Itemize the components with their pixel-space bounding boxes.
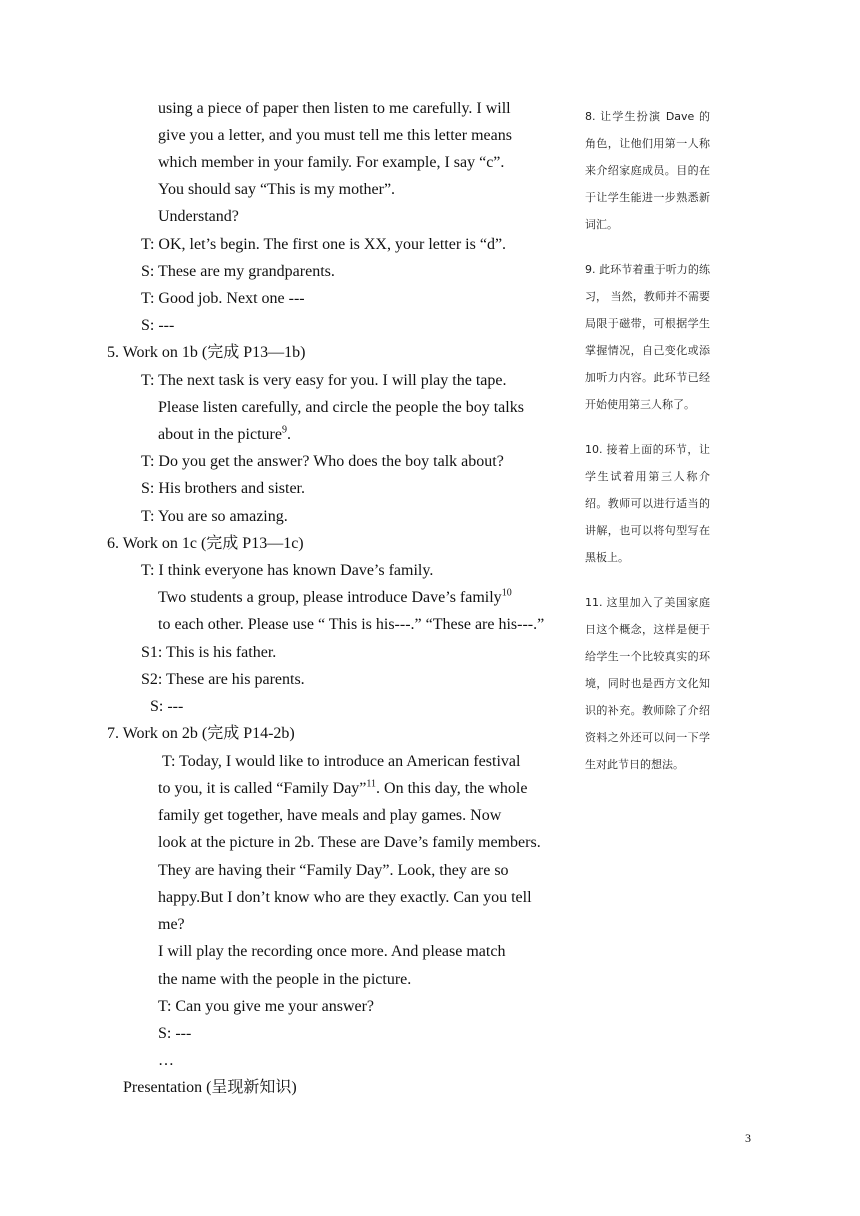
text-line: me?	[158, 916, 185, 933]
margin-note: 8. 让学生扮演 Dave 的角色，让他们用第一人称来介绍家庭成员。目的在于让学生能进一步熟悉新词汇。	[585, 110, 710, 231]
text-line: family get together, have meals and play games. Now	[158, 807, 502, 824]
text-line: Presentation (呈现新知识)	[123, 1079, 297, 1096]
footnote-ref: 11	[366, 778, 377, 790]
footnote-ref: 10	[501, 587, 512, 599]
text-line: They are having their “Family Day”. Look, they are so	[158, 862, 509, 879]
text-line: look at the picture in 2b. These are Dave’s family members.	[158, 834, 541, 851]
text-line: 5. Work on 1b (完成 P13—1b)	[107, 344, 306, 361]
text-line: the name with the people in the picture.	[158, 971, 412, 988]
text-line: S2: These are his parents.	[141, 671, 305, 688]
text-line: T: Today, I would like to introduce an American festival	[162, 753, 521, 770]
text-line: Please listen carefully, and circle the people the boy talks	[158, 399, 524, 416]
text-line: T: I think everyone has known Dave’s family.	[141, 562, 434, 579]
text-line: …	[158, 1052, 174, 1069]
text-line: You should say “This is my mother”.	[158, 181, 396, 198]
margin-note: 9. 此环节着重于听力的练习， 当然，教师并不需要局限于磁带，可根据学生掌握情况，自己变化或添加听力内容。此环节已经开始使用第三人称了。	[585, 263, 710, 411]
text-line: to each other. Please use “ This is his---.” “These are his---.”	[158, 616, 545, 633]
text-line: T: OK, let’s begin. The first one is XX, your letter is “d”.	[141, 236, 507, 253]
text-line: which member in your family. For example, I say “c”.	[158, 154, 505, 171]
text-line: T: Can you give me your answer?	[158, 998, 375, 1015]
margin-notes	[585, 103, 710, 796]
text-line: using a piece of paper then listen to me carefully. I will	[158, 100, 511, 117]
footnote-ref: 9	[281, 424, 287, 436]
text-line: Understand?	[158, 208, 239, 225]
text-line: about in the picture$^9$.	[158, 424, 291, 443]
text-line: S1: This is his father.	[141, 644, 277, 661]
text-line: Two students a group, please introduce Dave’s family$^{10}$	[158, 587, 512, 606]
text-line: I will play the recording once more. And please match	[158, 943, 506, 960]
text-line: 6. Work on 1c (完成 P13—1c)	[107, 535, 304, 552]
text-line: S: His brothers and sister.	[141, 480, 305, 497]
text-line: T: Good job. Next one ---	[141, 290, 305, 307]
text-line: 7. Work on 2b (完成 P14-2b)	[107, 725, 295, 742]
text-line: S: ---	[150, 698, 184, 715]
text-line: T: You are so amazing.	[141, 508, 288, 525]
text-line: S: ---	[158, 1025, 192, 1042]
margin-note: 10. 接着上面的环节，让学生试着用第三人称介绍。教师可以进行适当的讲解，也可以将句型写在黑板上。	[585, 443, 710, 564]
text-line: S: ---	[141, 317, 175, 334]
text-line: S: These are my grandparents.	[141, 263, 335, 280]
margin-note: 11. 这里加入了美国家庭日这个概念，这样是便于给学生一个比较真实的环境，同时也是西方文化知识的补充。教师除了介绍资料之外还可以问一下学生对此节日的想法。	[585, 596, 710, 771]
text-line: T: Do you get the answer? Who does the boy talk about?	[141, 453, 504, 470]
page-number: 3	[745, 1131, 751, 1145]
text-line: happy.But I don’t know who are they exactly. Can you tell	[158, 889, 532, 906]
text-line: give you a letter, and you must tell me this letter means	[158, 127, 512, 144]
text-line: to you, it is called “Family Day”$^{11}$. On this day, the whole	[158, 778, 528, 797]
text-line: T: The next task is very easy for you. I will play the tape.	[141, 372, 507, 389]
